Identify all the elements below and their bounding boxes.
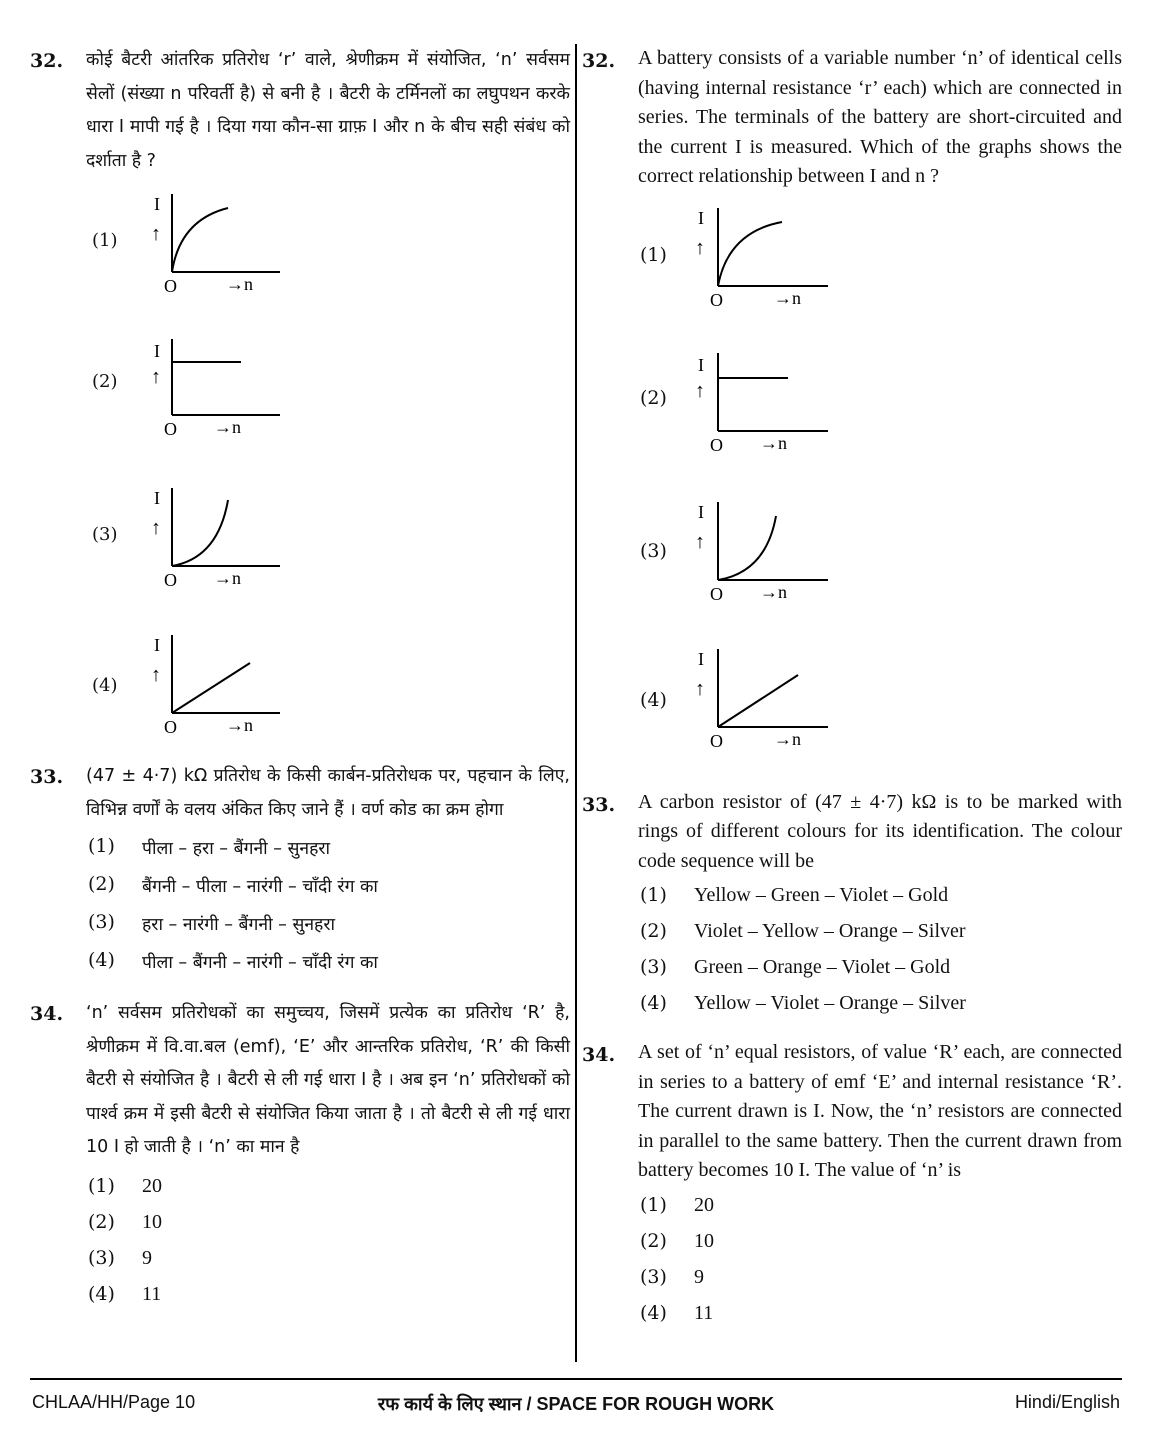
language-label: Hindi/English [1014,1392,1120,1412]
axis-label-y: I [154,194,160,214]
question-33-hindi [30,760,570,827]
axis-label-y: I [154,341,160,361]
curve [172,500,228,566]
curve [718,516,776,580]
option-3 [640,952,1122,988]
option-label: (4) [88,949,115,971]
option-text: Yellow – Violet – Orange – Silver [694,992,966,1014]
axis-label-y: I [698,354,704,375]
english-column [582,44,1122,1334]
question-number: 33. [30,766,64,788]
axis-label-x: →n [214,568,241,588]
graph-convex [694,500,864,610]
option-label: (2) [92,371,118,392]
axis-label-x: →n [226,274,253,294]
arrow-up-icon: ↑ [151,366,161,388]
option-label: (1) [640,243,667,266]
axis-label-y: I [698,207,704,228]
question-text: कोई बैटरी आंतरिक प्रतिरोध ‘r’ वाले, श्रेणीक्रम में संयोजित, ‘n’ सर्वसम सेलों (संख्या n परिवर्ती है) से बनी है । बैटरी के टर्मिनलों का लघुपथन करके धारा I मापी गई है । दिया गया कौन-सा ग्राफ़ I और n के बीच सही संबंध को दर्शाता है ? [86,50,570,171]
origin-label: O [164,570,177,590]
graph-option-1 [30,192,570,339]
option-text: 10 [694,1229,714,1252]
option-text: Green – Orange – Violet – Gold [694,956,951,978]
option-4 [640,988,1122,1024]
option-label: (2) [640,1229,667,1252]
option-text: Yellow – Green – Violet – Gold [694,884,949,906]
option-text: 9 [694,1265,704,1288]
graph-constant [694,353,864,463]
graph-option-1 [582,206,1122,353]
options-q34-hindi [88,1171,570,1315]
option-1 [88,831,570,869]
graph-options-english [582,206,1122,794]
curve [172,208,228,272]
origin-label: O [164,717,177,737]
option-label: (1) [88,1174,115,1197]
option-text: 11 [142,1282,162,1305]
graph-constant [150,339,320,449]
origin-label: O [710,730,723,751]
question-number: 33. [582,793,616,816]
curve [172,663,250,713]
origin-label: O [710,434,723,455]
graph-option-3 [582,500,1122,647]
option-1 [640,880,1122,916]
question-text: A battery consists of a variable number ‘n’ of identical cells (having internal resistance ‘r’ each) which are connected in series. The terminals of the battery are short-circuited and the current I is measured. Which of the graphs shows the correct relationship between I and n ? [638,47,1122,187]
graph-concave [694,206,864,316]
option-label: (4) [640,992,667,1014]
arrow-up-icon: ↑ [151,223,161,245]
graph-option-2 [582,353,1122,500]
graph-linear [694,647,864,757]
option-text: 9 [142,1246,152,1269]
option-1 [88,1171,570,1207]
graph-linear [150,633,320,743]
origin-label: O [710,583,723,604]
graph-option-4 [30,633,570,780]
option-2 [88,1207,570,1243]
graph-options-hindi [30,192,570,780]
question-number: 34. [30,1003,64,1025]
question-text: A carbon resistor of (47 ± 4·7) kΩ is to be marked with rings of different colours for its identification. The colour code sequence will be [638,790,1122,872]
option-label: (1) [640,884,667,906]
option-text: बैंगनी – पीला – नारंगी – चाँदी रंग का [142,877,378,897]
option-label: (3) [88,1246,115,1269]
graph-option-2 [30,339,570,486]
graph-concave [150,192,320,302]
arrow-up-icon: ↑ [695,236,705,259]
arrow-up-icon: ↑ [695,530,705,553]
option-4 [88,945,570,983]
option-2 [640,916,1122,952]
option-text: 11 [694,1301,714,1324]
arrow-up-icon: ↑ [695,677,705,700]
option-label: (2) [640,386,667,409]
option-label: (2) [88,1210,115,1233]
options-q34-english [640,1190,1122,1334]
option-label: (1) [88,835,115,857]
option-2 [88,869,570,907]
curve [718,222,782,286]
question-33-english [582,788,1122,877]
origin-label: O [710,289,723,310]
option-label: (3) [640,1265,667,1288]
axis-label-y: I [154,488,160,508]
arrow-up-icon: ↑ [695,379,705,402]
column-divider [575,44,577,1362]
option-label: (1) [92,230,118,251]
option-label: (4) [92,675,118,696]
rough-work-label: रफ कार्य के लिए स्थान / SPACE FOR ROUGH WORK [377,1394,775,1414]
option-3 [88,907,570,945]
question-number: 32. [30,50,64,72]
graph-option-4 [582,647,1122,794]
option-text: 20 [694,1193,714,1216]
axis-label-y: I [698,648,704,669]
option-3 [88,1243,570,1279]
option-text: हरा – नारंगी – बैंगनी – सुनहरा [142,915,336,935]
option-label: (4) [640,688,667,711]
curve [718,675,798,727]
option-label: (3) [88,911,115,933]
arrow-up-icon: ↑ [151,517,161,539]
option-1 [640,1190,1122,1226]
option-label: (2) [640,920,667,942]
arrow-up-icon: ↑ [151,664,161,686]
graph-convex [150,486,320,596]
option-3 [640,1262,1122,1298]
axis-label-y: I [154,635,160,655]
question-32-english [582,44,1122,192]
option-4 [88,1279,570,1315]
origin-label: O [164,276,177,296]
option-4 [640,1298,1122,1334]
question-34-english [582,1038,1122,1186]
axis-label-x: →n [214,417,241,437]
axis-label-x: →n [774,728,801,749]
axis-label-y: I [698,501,704,522]
option-label: (3) [640,956,667,978]
question-text: A set of ‘n’ equal resistors, of value ‘R’ each, are connected in series to a battery of emf ‘E’ and internal resistance ‘R’. The current drawn is I. Now, the ‘n’ resistors are connected in parallel to the same battery. Then the current drawn from battery becomes 10 I. The value of ‘n’ is [638,1041,1122,1181]
option-text: 10 [142,1210,162,1233]
options-q33-english [640,880,1122,1024]
option-text: पीला – बैंगनी – नारंगी – चाँदी रंग का [142,953,378,973]
question-text: (47 ± 4·7) kΩ प्रतिरोध के किसी कार्बन-प्रतिरोधक पर, पहचान के लिए, विभिन्न वर्णों के वलय अंकित किए जाने हैं । वर्ण कोड का क्रम होगा [86,766,570,820]
option-2 [640,1226,1122,1262]
option-label: (3) [640,539,667,562]
question-34-hindi [30,997,570,1165]
option-label: (4) [88,1282,115,1305]
option-text: पीला – हरा – बैंगनी – सुनहरा [142,839,331,859]
options-q33-hindi [88,831,570,983]
axis-label-x: →n [774,287,801,308]
question-number: 34. [582,1044,616,1066]
axis-label-x: →n [760,581,787,602]
question-text: ‘n’ सर्वसम प्रतिरोधकों का समुच्चय, जिसमें प्रत्येक का प्रतिरोध ‘R’ है, श्रेणीक्रम में वि.वा.बल (emf), ‘E’ और आन्तरिक प्रतिरोध, ‘R’ की किसी बैटरी से संयोजित है । बैटरी से ली गई धारा I है । अब इन ‘n’ प्रतिरोधकों को पार्श्व क्रम में इसी बैटरी से संयोजित किया जाता है । तो बैटरी से ली गई धारा 10 I हो जाती है । ‘n’ का मान है [86,1003,570,1157]
page-footer [30,1378,1122,1430]
question-32-hindi [30,44,570,178]
hindi-column [30,44,570,1315]
option-text: 20 [142,1174,162,1197]
page-code: CHLAA/HH/Page 10 [32,1392,196,1412]
option-label: (1) [640,1193,667,1216]
option-text: Violet – Yellow – Orange – Silver [694,920,966,942]
origin-label: O [164,419,177,439]
option-label: (3) [92,524,118,545]
axis-label-x: →n [760,432,787,453]
axis-label-x: →n [226,715,253,735]
question-number: 32. [582,50,616,72]
option-label: (2) [88,873,115,895]
graph-option-3 [30,486,570,633]
option-label: (4) [640,1301,667,1324]
